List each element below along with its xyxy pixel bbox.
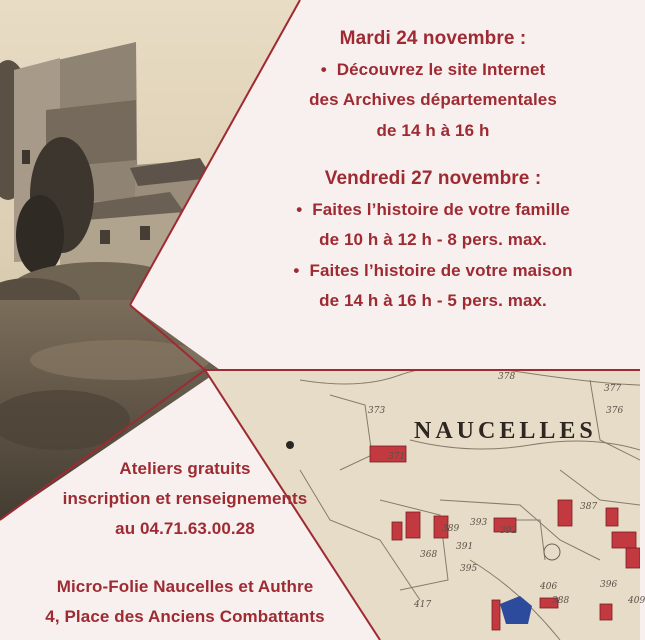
venue-address: 4, Place des Anciens Combattants [45,607,325,626]
map-parcel-number: 395 [460,564,478,574]
info-line-1: Ateliers gratuits [119,459,251,478]
map-place-name: NAUCELLES [414,418,597,444]
map-parcel-number: 396 [600,580,618,590]
event-2-line-2: de 10 h à 12 h - 8 pers. max. [319,230,547,249]
map-parcel-number: 393 [470,518,488,528]
map-parcel-number: 377 [604,384,622,394]
event-1-line-2: des Archives départementales [309,90,557,109]
info-phone: au 04.71.63.00.28 [115,519,255,538]
info-line-2: inscription et renseignements [62,489,308,508]
workshop-info [0,454,370,632]
event-3-line-1: • Faites l’histoire de votre maison [268,256,598,287]
map-parcel-number: 392 [500,526,518,536]
map-parcel-number: 406 [540,582,558,592]
map-parcel-number: 389 [442,524,460,534]
events-schedule [268,24,598,317]
map-parcel-number: 373 [368,406,386,416]
map-parcel-number: 376 [606,406,624,416]
map-parcel-number: 371 [388,452,406,462]
map-parcel-number: 391 [456,542,474,552]
event-2-line-1: • Faites l’histoire de votre famille [268,195,598,226]
event-day-1-title: Mardi 24 novembre : [339,28,527,49]
map-parcel-number: 368 [420,550,438,560]
event-day-2-title: Vendredi 27 novembre : [324,168,542,189]
event-1-line-3: de 14 h à 16 h [376,120,490,140]
map-parcel-number: 417 [414,600,432,610]
venue-name: Micro-Folie Naucelles et Authre [56,577,314,596]
map-parcel-number: 409 [628,596,645,606]
event-1-line-1: • Découvrez le site Internet [268,55,598,86]
event-3-line-2: de 14 h à 16 h - 5 pers. max. [319,291,547,310]
map-parcel-number: 388 [552,596,570,606]
map-parcel-number: 378 [498,372,516,382]
map-parcel-number: 387 [580,502,598,512]
